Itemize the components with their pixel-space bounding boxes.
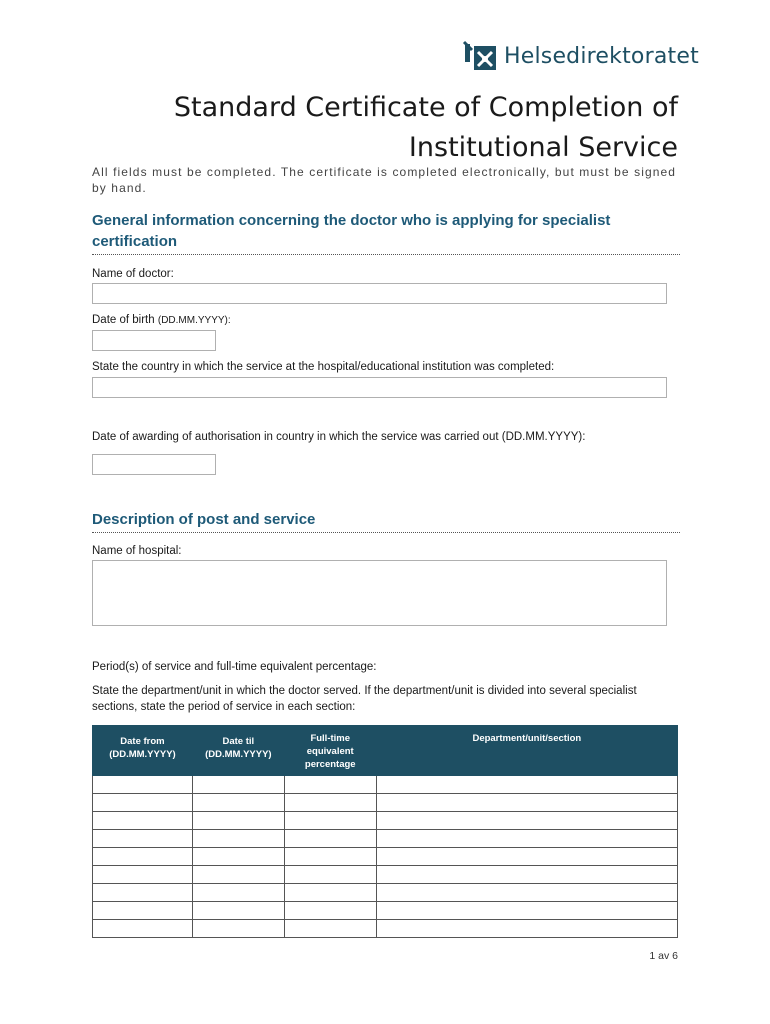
logo-text: Helsedirektoratet [504,43,699,69]
table-cell[interactable] [284,848,376,866]
table-cell[interactable] [93,866,193,884]
table-row [93,920,678,938]
table-cell[interactable] [192,866,284,884]
table-cell[interactable] [284,920,376,938]
table-cell[interactable] [93,920,193,938]
table-row [93,848,678,866]
intro-text: All fields must be completed. The certificate is completed electronically, but must be signed by hand. [92,165,677,195]
table-cell[interactable] [376,848,677,866]
service-table [92,725,678,938]
table-row [93,830,678,848]
name-of-doctor-input[interactable] [92,283,667,304]
table-cell[interactable] [284,812,376,830]
department-text: State the department/unit in which the doctor served. If the department/unit is divided into several specialist sections, state the period of service in each section: [92,685,637,713]
table-cell[interactable] [192,794,284,812]
helsedirektoratet-logo [462,40,699,72]
helsedirektoratet-logo-icon [462,40,498,72]
table-cell[interactable] [284,866,376,884]
date-of-birth-label [92,314,231,326]
table-cell[interactable] [376,812,677,830]
header-date-from: Date from (DD.MM.YYYY) [93,726,193,776]
table-cell[interactable] [93,902,193,920]
table-cell[interactable] [93,776,193,794]
table-cell[interactable] [376,902,677,920]
table-body [93,776,678,938]
table-cell[interactable] [284,902,376,920]
table-cell[interactable] [93,830,193,848]
table-row [93,776,678,794]
country-input[interactable] [92,377,667,398]
table-row [93,884,678,902]
table-cell[interactable] [376,794,677,812]
date-of-birth-input[interactable] [92,330,216,351]
table-cell[interactable] [376,830,677,848]
table-cell[interactable] [284,884,376,902]
table-cell[interactable] [93,794,193,812]
name-of-hospital-input[interactable] [92,560,667,626]
header-department: Department/unit/section [376,726,677,776]
table-cell[interactable] [284,794,376,812]
table-cell[interactable] [192,920,284,938]
table-cell[interactable] [192,830,284,848]
section-general-heading: General information concerning the doctor who is applying for specialist certification [92,210,680,255]
table-cell[interactable] [93,812,193,830]
table-row [93,866,678,884]
table-cell[interactable] [93,848,193,866]
name-of-hospital-label: Name of hospital: [92,545,182,557]
table-cell[interactable] [192,848,284,866]
table-header-row [93,726,678,776]
table-cell[interactable] [284,776,376,794]
table-cell[interactable] [192,812,284,830]
table-row [93,812,678,830]
table-cell[interactable] [376,866,677,884]
header-date-til: Date til (DD.MM.YYYY) [192,726,284,776]
table-cell[interactable] [192,902,284,920]
table-row [93,902,678,920]
date-of-birth-format: (DD.MM.YYYY): [157,315,231,326]
page-number: 1 av 6 [649,950,678,962]
period-text: Period(s) of service and full-time equivalent percentage: [92,661,377,673]
section-post-heading: Description of post and service [92,509,680,533]
table-cell[interactable] [376,920,677,938]
title-line-2: Institutional Service [408,132,678,163]
date-of-birth-label-text: Date of birth [92,314,155,326]
table-cell[interactable] [192,884,284,902]
name-of-doctor-label: Name of doctor: [92,268,174,280]
title-line-1: Standard Certificate of Completion of [173,92,678,123]
table-cell[interactable] [192,776,284,794]
header-fte-percentage: Full-time equivalent percentage [284,726,376,776]
table-row [93,794,678,812]
country-label: State the country in which the service at the hospital/educational institution was completed: [92,361,555,373]
page-title [118,88,678,168]
table-cell[interactable] [376,776,677,794]
table-cell[interactable] [376,884,677,902]
authorisation-date-label: Date of awarding of authorisation in country in which the service was carried out (DD.MM.YYYY): [92,431,586,443]
authorisation-date-input[interactable] [92,454,216,475]
table-cell[interactable] [284,830,376,848]
table-cell[interactable] [93,884,193,902]
